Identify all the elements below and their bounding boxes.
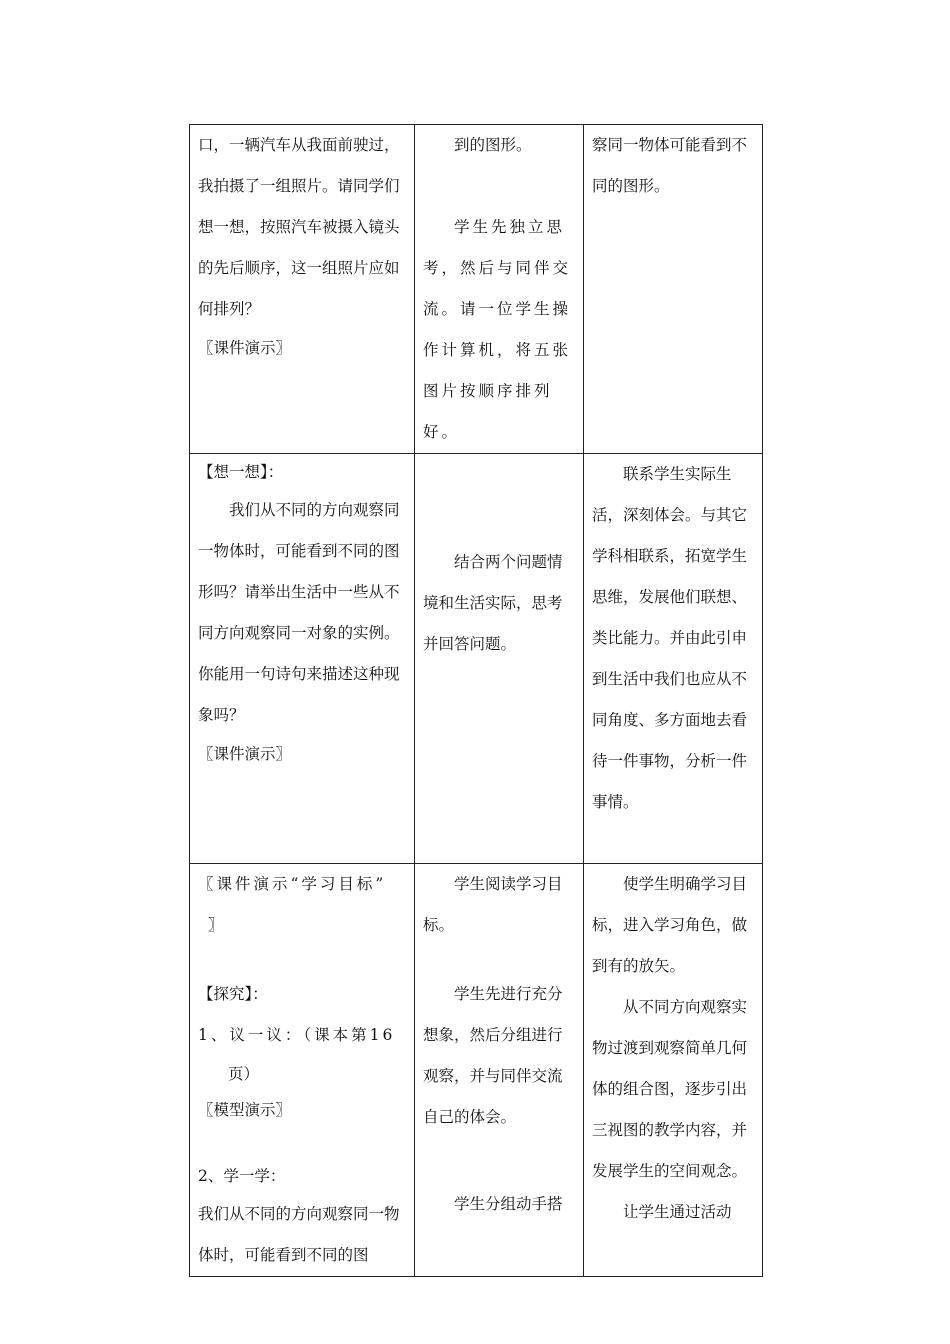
teacher-activity-cell [190,864,415,1277]
design-intent-cell [584,125,763,454]
student-activity-cell [415,125,584,454]
explore-heading: 【探究】： [198,985,268,1003]
courseware-goal-tag-end: 〗 [208,916,224,934]
design-intent-cell [584,454,763,864]
teacher-text: 口，一辆汽车从我面前驶过，我拍摄了一组照片。请同学们想一想，按照汽车被摄入镜头的先后顺序，这一组照片应如何排列？ [198,136,400,318]
intent-text: 使学生明确学习目标，进入学习角色，做到有的放矢。 [592,875,748,975]
student-activity-cell [415,454,584,864]
intent-text: 从不同方向观察实物过渡到观察简单几何体的组合图，逐步引出三视图的教学内容，并发展学生的空间观念。 [592,998,748,1180]
intent-text: 让学生通过活动 [623,1203,732,1221]
teacher-text: 我们从不同的方向观察同一物体时，可能看到不同的图 [198,1205,400,1264]
design-intent-cell [584,864,763,1277]
model-demo-tag: 〖模型演示〗 [198,1101,292,1119]
intent-text: 察同一物体可能看到不同的图形。 [592,136,748,195]
think-heading: 【想一想】： [198,463,284,481]
table-row [190,125,763,454]
discuss-item: 1、议一议：（课本第16 [198,1026,396,1044]
courseware-goal-tag: 〖课件演示“学习目标” [198,875,387,893]
table-row [190,864,763,1277]
courseware-demo-tag: 〖课件演示〗 [198,745,292,763]
lesson-plan-table [189,124,763,1277]
teacher-activity-cell [190,454,415,864]
student-text: 学生先独立思考，然后与同伴交流。请一位学生操作计算机，将五张图片按顺序排列好。 [423,218,572,441]
student-text: 学生先进行充分想象，然后分组进行观察，并与同伴交流自己的体会。 [423,985,563,1126]
courseware-demo-tag: 〖课件演示〗 [198,339,292,357]
student-text: 结合两个问题情境和生活实际，思考并回答问题。 [423,553,563,653]
student-text: 学生阅读学习目标。 [423,875,563,934]
teacher-activity-cell [190,125,415,454]
intent-text: 联系学生实际生活，深刻体会。与其它学科相联系，拓宽学生思维，发展他们联想、类比能力。并由此引申到生活中我们也应从不同角度、多方面地去看待一件事物，分析一件事情。 [592,465,748,811]
student-activity-cell [415,864,584,1277]
teacher-text: 我们从不同的方向观察同一物体时，可能看到不同的图形吗？请举出生活中一些从不同方向观察同一对象的实例。你能用一句诗句来描述这种现象吗？ [198,501,400,724]
student-text: 到的图形。 [454,136,532,154]
learn-item: 2、学一学： [198,1167,286,1185]
table-row [190,454,763,864]
student-text: 学生分组动手搭 [454,1195,563,1213]
discuss-item-cont: 页） [228,1065,260,1083]
